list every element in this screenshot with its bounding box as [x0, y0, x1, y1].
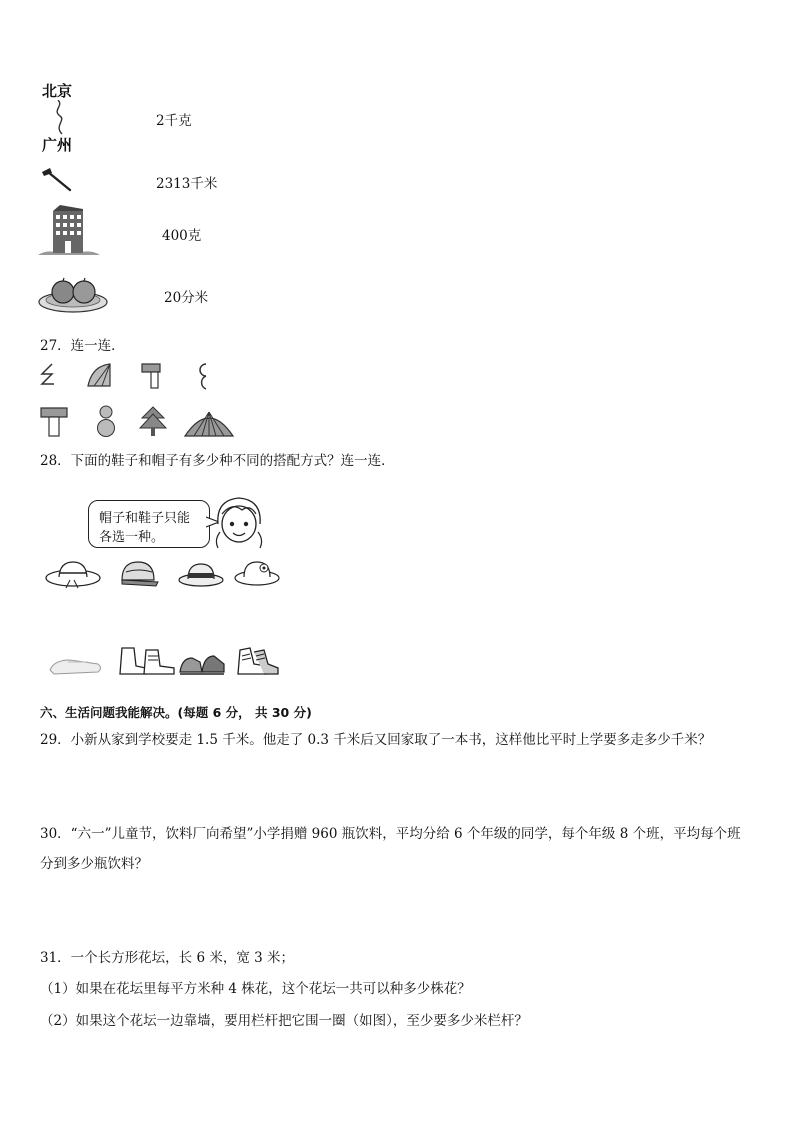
fruit-plate-icon: [38, 276, 108, 314]
snowman-icon: [96, 404, 116, 438]
building-icon: [38, 205, 100, 257]
bubble-text-line-2: 各选一种。: [99, 530, 165, 545]
map-label-beijing: 北京: [42, 82, 73, 100]
map-label-guangzhou: 广州: [42, 136, 73, 154]
fedora-hat-icon: [178, 560, 224, 588]
girl-icon: [212, 494, 266, 552]
question-31-text: 31．一个长方形花坛，长 6 米，宽 3 米；: [40, 950, 295, 966]
sneakers-icon: [178, 648, 226, 678]
half-umbrella-icon: [86, 362, 114, 388]
question-30-line-1: 30．“六一”儿童节，饮料厂向希望”小学捐赠 960 瓶饮料，平均分给 6 个年级的同学，每个年级 8 个班，平均每个班: [40, 826, 741, 842]
hats-row: [44, 556, 294, 590]
shape-half-pieces-row: [38, 360, 218, 392]
wide-brim-hat-icon: [44, 558, 102, 590]
question-31-sub-1: （1）如果在花坛里每平方米种 4 株花，这个花坛一共可以种多少株花？: [40, 981, 471, 997]
value-2kg: 2千克: [156, 113, 192, 129]
value-2313km: 2313千米: [156, 176, 218, 192]
question-27-text: 27．连一连．: [40, 338, 125, 354]
half-house-icon: [140, 362, 162, 390]
slipper-icon: [48, 652, 104, 676]
bubble-text-line-1: 帽子和鞋子只能: [99, 511, 191, 526]
question-31-sub-2: （2）如果这个花坛一边靠墙，要用栏杆把它围一圈（如图），至少要多少米栏杆？: [40, 1013, 528, 1029]
value-400g: 400克: [162, 228, 202, 244]
speech-bubble: [88, 500, 210, 548]
shape-full-pieces-row: [38, 404, 238, 440]
map-beijing-guangzhou: [40, 80, 90, 158]
question-29-text: 29．小新从家到学校要走 1.5 千米。他走了 0.3 千米后又回家取了一本书，这样他比平时上学要多走多少千米？: [40, 732, 712, 748]
shoes-row: [44, 644, 294, 680]
question-28-text: 28．下面的鞋子和帽子有多少种不同的搭配方式？连一连．: [40, 453, 395, 469]
half-snowman-icon: [196, 362, 210, 390]
building-picture: [38, 205, 100, 257]
tree-icon: [138, 406, 168, 438]
question-30-line-2: 分到多少瓶饮料？: [40, 856, 148, 872]
half-tree-icon: [40, 362, 60, 390]
section-6-title: 六、生活问题我能解决。(每题 6 分， 共 30 分): [40, 705, 312, 720]
house-icon: [40, 406, 68, 438]
nail-icon: [40, 166, 74, 192]
cap-icon: [118, 558, 160, 588]
high-top-shoes-icon: [236, 644, 280, 678]
map-route-icon: [48, 100, 78, 136]
value-20dm: 20分米: [164, 290, 209, 306]
fruit-plate-picture: [38, 276, 108, 314]
boots-icon: [118, 644, 176, 678]
umbrella-icon: [184, 410, 234, 438]
nail-picture: [40, 166, 74, 192]
flower-hat-icon: [234, 556, 280, 588]
